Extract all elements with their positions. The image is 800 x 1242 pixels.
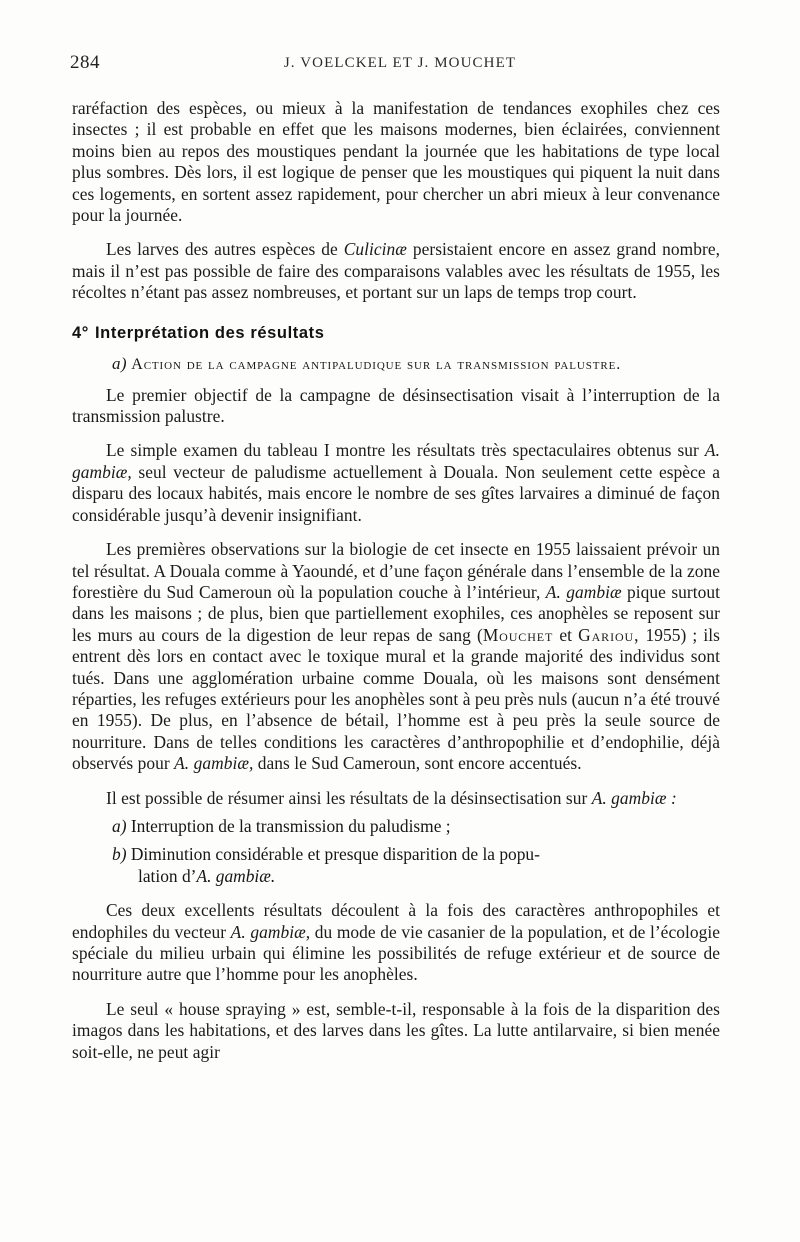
species-name: A. gambiæ.	[196, 865, 276, 886]
text-fragment: Ces deux excellents résultats découlent à la fois des caractères anthropophiles et endophiles du vecteur	[72, 900, 720, 942]
page-body	[72, 98, 720, 1063]
text-fragment: Le simple examen du tableau I montre les résultats très spectaculaires obtenus sur	[106, 440, 705, 461]
text-fragment: Les larves des autres espèces de	[106, 239, 344, 260]
species-name: Culicinæ	[343, 239, 407, 260]
text-fragment: lation d’	[138, 865, 197, 886]
list-item-label: a)	[112, 815, 127, 836]
section-title: Interprétation des résultats	[94, 323, 325, 342]
paragraph-objective: Le premier objectif de la campagne de désinsectisation visait à l’interruption de la transmission palustre.	[72, 384, 720, 427]
citation-author: Mouchet	[482, 624, 554, 645]
species-name: A. gambiæ	[545, 581, 622, 602]
text-fragment: Il est possible de résumer ainsi les résultats de la désinsectisation sur	[106, 787, 592, 808]
text-fragment: pique surtout dans les maisons ; de plus, bien que partiellement exophiles, ces anophèles se reposent sur les murs au cours de la digestion de leur repas de sang (	[72, 581, 720, 645]
text-fragment: du mode de vie casanier de la population, et de l’écologie spéciale du milieu urbain qui élimine les possibilités de refuge extérieur et de source de nourriture autre que l’homme pour les anophèles.	[72, 921, 720, 985]
paragraph-continuation: raréfaction des espèces, ou mieux à la manifestation de tendances exophiles chez ces insectes ; il est probable en effet que les maisons modernes, bien éclairées, conviennent moins bien au repos des moustiques pendant la journée que les habitations de type local plus sombres. Dès lors, il est logique de penser que les moustiques qui piquent la nuit dans ces logements, en sortent assez rapidement, pour chercher un abri mieux à leur convenance pour la journée.	[72, 98, 720, 226]
paragraph-resume	[72, 788, 720, 809]
subsection-title: Action de la campagne antipaludique sur la transmission palustre.	[131, 355, 622, 373]
text-fragment: dans le Sud Cameroun, sont encore accentués.	[253, 753, 582, 774]
citation-author: Gariou,	[578, 624, 640, 645]
species-name: A. gambiæ,	[72, 440, 720, 482]
species-name: A. gambiæ :	[591, 787, 677, 808]
page-header	[70, 52, 730, 78]
list-item-text: Interruption de la transmission du paludisme ;	[126, 815, 451, 836]
list-item-label: b)	[112, 844, 127, 865]
paragraph-resultats	[72, 900, 720, 986]
text-fragment: et	[553, 624, 579, 645]
subsection-heading	[72, 353, 720, 375]
list-item-continuation	[112, 866, 720, 887]
text-fragment: Les premières observations sur la biologie de cet insecte en 1955 laissaient prévoir un tel résultat. A Douala comme à Yaoundé, et d’une façon générale dans l’ensemble de la zone forestière du Sud Cameroun où la population couche à l’intérieur,	[72, 539, 720, 602]
running-title: J. VOELCKEL ET J. MOUCHET	[283, 55, 517, 71]
paragraph-tableau	[72, 440, 720, 526]
list-item-text: Diminution considérable et presque disparition de la popu-	[126, 844, 540, 865]
section-heading	[72, 324, 720, 343]
text-fragment: seul vecteur de paludisme actuellement à Douala. Non seulement cette espèce a disparu des locaux habités, mais encore le nombre de ses gîtes larvaires a diminué de façon considérable jusqu’à devenir insignifiant.	[72, 461, 720, 525]
paragraph-culicinae	[72, 239, 720, 303]
species-name: A. gambiæ,	[230, 921, 311, 942]
text-fragment: persistaient encore en assez grand nombre, mais il n’est pas possible de faire des comparaisons valables avec les résultats de 1955, les récoltes n’étant pas assez nombreuses, et portant sur un laps de temps trop court.	[72, 239, 720, 303]
list-item	[72, 844, 720, 887]
text-fragment: 1955) ; ils entrent dès lors en contact avec le toxique mural et la grande majorité des individus sont tués. Dans une agglomération urbaine comme Douala, où les maisons sont densément réparties, les refuges extérieurs pour les anophèles sont à peu près nuls (aucun n’a été trouvé en 1955). De plus, en l’absence de bétail, l’homme est à peu près la seule source de nourriture. Dans de telles conditions les caractères d’anthropophilie et d’endophilie, déjà observés pour	[72, 624, 720, 774]
subsection-label: a)	[112, 353, 127, 373]
paragraph-house-spraying: Le seul « house spraying » est, semble-t-il, responsable à la fois de la disparition des imagos dans les habitations, et des larves dans les gîtes. La lutte antilarvaire, si bien menée soit-elle, ne peut agir	[72, 998, 720, 1062]
paragraph-biologie	[72, 539, 720, 774]
species-name: A. gambiæ,	[174, 753, 254, 774]
list-item	[72, 816, 720, 837]
page-number: 284	[70, 52, 100, 73]
section-number: 4°	[72, 323, 89, 342]
